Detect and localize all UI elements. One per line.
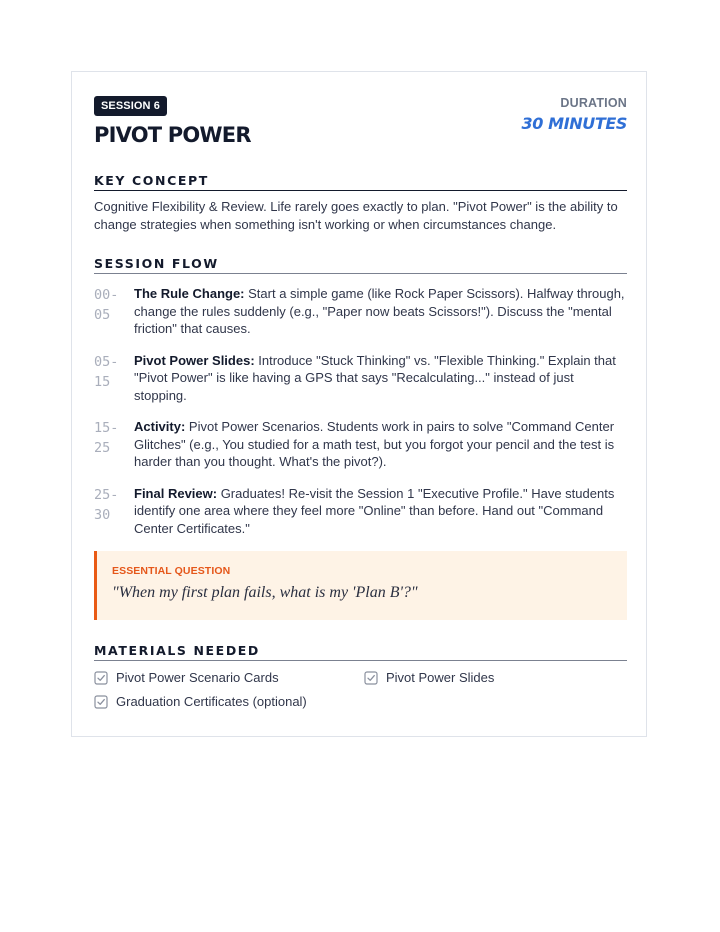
flow-step-text: Start a simple game (like Rock Paper Scissors). Halfway through, change the rules suddenly (e.g., "Paper now beats Scissors!"). Discuss the "mental friction" that causes. bbox=[134, 286, 625, 336]
flow-step bbox=[94, 418, 627, 471]
flow-step-text: Pivot Power Scenarios. Students work in pairs to solve "Command Center Glitches" (e.g., You studied for a math test, but you forgot your pencil and the test is harder than you thought. What's the pivot?). bbox=[134, 419, 615, 469]
checkbox-checked-icon bbox=[94, 671, 108, 685]
material-item bbox=[94, 669, 364, 687]
flow-step-time-end: 05 bbox=[94, 307, 111, 323]
flow-step-title: Final Review: bbox=[134, 485, 218, 501]
material-item bbox=[94, 693, 364, 711]
flow-step-time bbox=[94, 485, 134, 525]
flow-step-time-start: 25- bbox=[94, 486, 119, 503]
flow-step-time-end: 25 bbox=[94, 440, 111, 456]
material-item-label: Pivot Power Slides bbox=[386, 670, 495, 685]
session-badge: SESSION 6 bbox=[94, 96, 167, 116]
flow-step-time-start: 15- bbox=[94, 420, 119, 436]
flow-step-title: The Rule Change: bbox=[134, 286, 245, 301]
session-header bbox=[94, 96, 627, 148]
flow-step-time-end: 15 bbox=[94, 373, 111, 390]
session-card-content bbox=[94, 96, 627, 711]
essential-question-box bbox=[94, 551, 627, 620]
flow-step-time-start: 05- bbox=[94, 353, 119, 370]
flow-step-time bbox=[94, 352, 134, 392]
flow-step-text: Introduce "Stuck Thinking" vs. "Flexible Thinking." Explain that "Pivot Power" is like having a GPS that says "Recalculating..." instead of just stopping. bbox=[134, 352, 616, 403]
material-item bbox=[364, 669, 627, 687]
checkbox-checked-icon bbox=[364, 671, 378, 685]
essential-question-label: ESSENTIAL QUESTION bbox=[112, 565, 231, 577]
session-flow-heading: SESSION FLOW bbox=[94, 256, 627, 274]
flow-step bbox=[94, 485, 627, 538]
flow-step bbox=[94, 352, 627, 405]
session-title: PIVOT POWER bbox=[94, 123, 251, 147]
flow-step-title: Activity: bbox=[134, 419, 186, 434]
flow-step-description bbox=[134, 418, 627, 471]
material-item-label: Pivot Power Scenario Cards bbox=[116, 670, 279, 685]
flow-step-description bbox=[134, 285, 627, 338]
key-concept-heading: KEY CONCEPT bbox=[94, 173, 627, 191]
key-concept-text: Cognitive Flexibility & Review. Life rarely goes exactly to plan. "Pivot Power" is the ability to change strategies when something isn't working or when circumstances change. bbox=[94, 199, 618, 232]
flow-step-text: Graduates! Re-visit the Session 1 "Executive Profile." Have students identify one area where they feel more "Online" than before. Hand out "Command Center Certificates." bbox=[134, 485, 615, 536]
flow-step-description bbox=[134, 352, 627, 405]
flow-step-description bbox=[134, 485, 627, 538]
flow-step bbox=[94, 285, 627, 338]
flow-step-time-start: 00- bbox=[94, 287, 119, 303]
session-card bbox=[71, 71, 647, 737]
checkbox-checked-icon bbox=[94, 695, 108, 709]
flow-step-time bbox=[94, 418, 134, 458]
flow-step-title: Pivot Power Slides: bbox=[134, 352, 255, 368]
materials-heading: MATERIALS NEEDED bbox=[94, 643, 627, 661]
essential-question-text: "When my first plan fails, what is my 'Plan B'?" bbox=[112, 584, 418, 601]
session-flow-list bbox=[94, 285, 627, 537]
material-item-label: Graduation Certificates (optional) bbox=[116, 694, 307, 709]
flow-step-time-end: 30 bbox=[94, 506, 111, 523]
duration-block bbox=[522, 96, 627, 135]
flow-step-time bbox=[94, 285, 134, 325]
materials-list bbox=[94, 669, 627, 711]
duration-label: DURATION bbox=[560, 96, 627, 110]
duration-value: 30 MINUTES bbox=[521, 114, 627, 133]
